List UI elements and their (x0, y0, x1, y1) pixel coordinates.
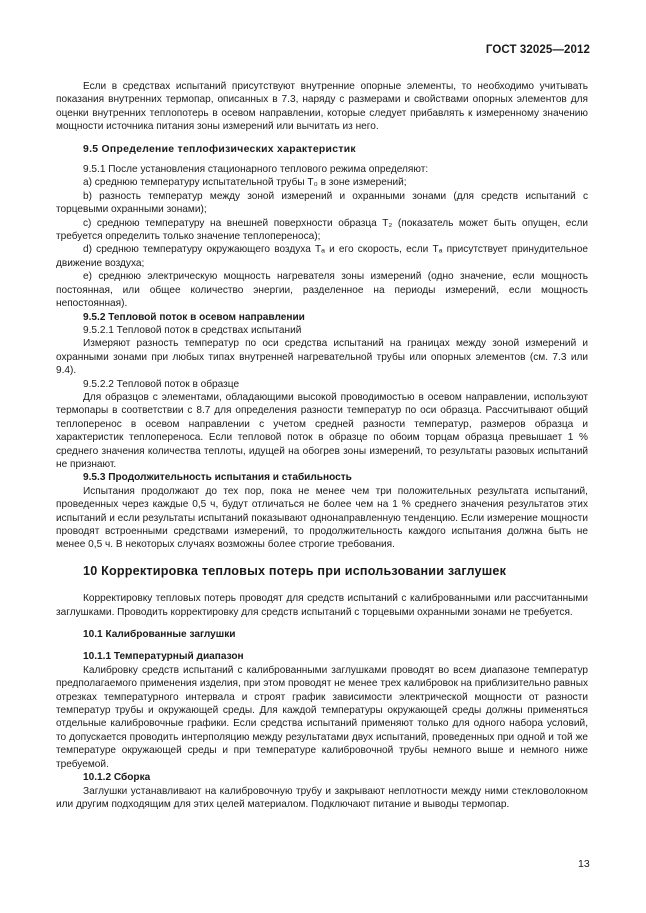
section-heading-9-5-3: 9.5.3 Продолжительность испытания и стабильность (83, 472, 352, 484)
standard-header: ГОСТ 32025—2012 (485, 44, 590, 56)
list-item-e: е) среднюю электрическую мощность нагревателя зоны измерений (одно значение, если мощность постоянная, или общее количество энергии, разделенное на периоды измерений, если мощность непостоянная). (56, 271, 588, 310)
list-item-c: c) среднюю температуру на внешней поверхности образца T₂ (показатель может быть опущен, если требуется определить только значение теплопереноса); (56, 217, 588, 243)
paragraph-9-5-2-1: Измеряют разность температур по оси средства испытаний на границах между зоной измерений и охранными зонами при любых типах внутренней нагревательной трубы или опорных элементов (см. 7.3 или 9.4). (56, 338, 588, 377)
paragraph-internal-supports: Если в средствах испытаний присутствуют внутренние опорные элементы, то необходимо учитывать показания внутренних термопар, описанных в 7.3, наряду с размерами и свойствами опорных элементов для оценки внутренних теплопотерь в осевом направлении, которые следует прибавлять к измеренному значению мощности источника питания зоны измерений или вычитать из него. (56, 81, 588, 133)
section-heading-10-1-2: 10.1.2 Сборка (83, 772, 151, 784)
section-heading-9-5-2: 9.5.2 Тепловой поток в осевом направлении (83, 311, 305, 323)
section-heading-10: 10 Корректировка тепловых потерь при использовании заглушек (83, 563, 507, 578)
page-number: 13 (578, 858, 590, 870)
section-heading-10-1: 10.1 Калиброванные заглушки (83, 629, 236, 641)
subsection-9-5-2-1: 9.5.2.1 Тепловой поток в средствах испытаний (83, 324, 302, 336)
paragraph-9-5-2-2: Для образцов с элементами, обладающими высокой проводимостью в осевом направлении, используют термопары в соответствии с 8.7 для определения разности температур по оси образца. Рассчитывают общий теплоперенос в осевом направлении с учетом средней разности температур, размеров образца и характеристик теплопереноса. Если тепловой поток в образце по обоим торцам образца превышает 1 % среднего значения количества теплоты, идущей на обогрев зоны измерений, то результаты разовых испытаний не признают. (56, 391, 588, 470)
subsection-9-5-2-2: 9.5.2.2 Тепловой поток в образце (83, 378, 240, 390)
paragraph-10: Корректировку тепловых потерь проводят для средств испытаний с калиброванными или рассчитанными заглушками. Проводить корректировку для средств испытаний с торцевыми охранными зонами не требуется. (56, 593, 588, 618)
paragraph-10-1-2: Заглушки устанавливают на калибровочную трубу и закрывают неплотности между ними стекловолокном или другим подходящим для этих целей материалом. Подключают питание и выводы термопар. (56, 785, 588, 810)
page-content (56, 80, 588, 811)
list-item-d: d) среднюю температуру окружающего воздуха Tₐ и его скорость, если Tₐ присутствует принудительное движение воздуха; (56, 244, 588, 269)
section-heading-9-5: 9.5 Определение теплофизических характеристик (83, 143, 356, 155)
paragraph-10-1-1: Калибровку средств испытаний с калиброванными заглушками проводят во всем диапазоне температур предполагаемого применения изделия, при этом проводят не менее трех калибровок на приблизительно равных отрезках температурного интервала и строят график зависимости электрической мощности от разности температур трубы и окружающей среды. Для каждой температуры окружающей среды должны применяться отдельные калибровочные графики. Если средства испытаний применяют только для одного набора условий, то допускается проводить интерполяцию между результатами двух испытаний, проведенных при одной и той же температуре окружающей среды и при температуре калибровочной трубы немного выше и немного ниже требуемой. (56, 664, 588, 770)
paragraph-9-5-1: 9.5.1 После установления стационарного теплового режима определяют: (83, 164, 429, 176)
paragraph-9-5-3: Испытания продолжают до тех пор, пока не менее чем три положительных результата испытаний, проведенных через каждые 0,5 ч, будут отличаться не более чем на 1 % среднего значения результатов этих испытаний и если результаты испытаний показывают однонаправленную тенденцию. Если измерение мощности проводят встроенными средствами измерений, то продолжительность каждого испытания должна быть не менее 0,5 ч. В некоторых случаях возможны более строгие требования. (56, 485, 588, 551)
section-heading-10-1-1: 10.1.1 Температурный диапазон (83, 651, 244, 663)
list-item-b: b) разность температур между зоной измерений и охранными зонами (для средств испытаний с торцевыми охранными зонами); (56, 190, 588, 216)
list-item-a: а) среднюю температуру испытательной трубы T₀ в зоне измерений; (83, 177, 407, 189)
